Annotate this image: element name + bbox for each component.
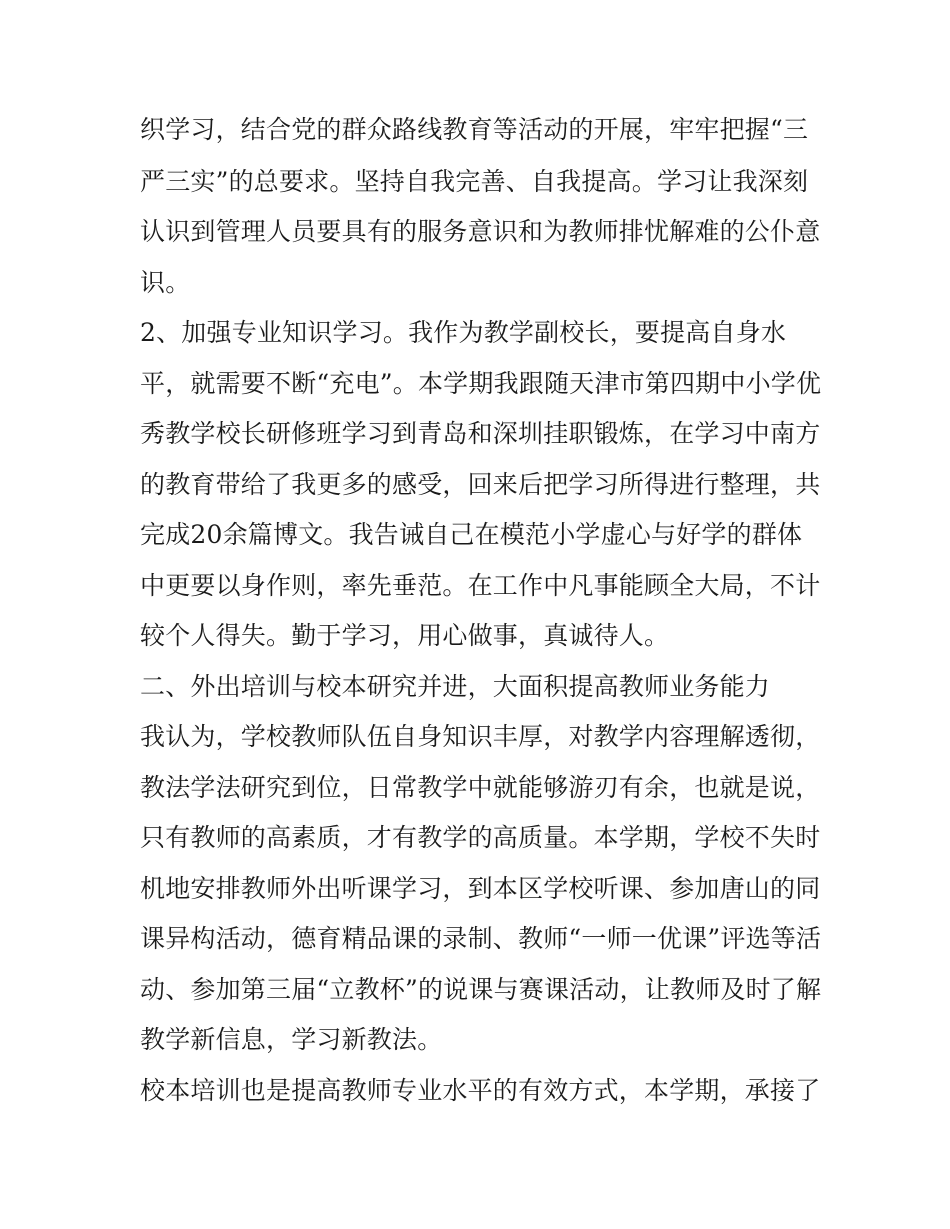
text-line-13: 我认为，学校教师队伍自身知识丰厚，对教学内容理解透彻， — [140, 722, 821, 751]
text-line-1: 织学习，结合党的群众路线教育等活动的开展，牢牢把握“三 — [140, 115, 809, 144]
text-line-16: 机地安排教师外出听课学习，到本区学校听课、参加唐山的同 — [140, 874, 821, 903]
text-line-19: 教学新信息，学习新教法。 — [140, 1025, 443, 1054]
text-line-18: 动、参加第三届“立教杯”的说课与赛课活动，让教师及时了解 — [140, 975, 822, 1004]
text-line-6: 平，就需要不断“充电”。本学期我跟随天津市第四期中小学优 — [140, 369, 822, 398]
text-line-17: 课异构活动，德育精品课的录制、教师“一师一优课”评选等活 — [140, 924, 822, 953]
text-line-14: 教法学法研究到位，日常教学中就能够游刃有余，也就是说， — [140, 773, 821, 802]
list-item-2-heading: 2、加强专业知识学习。我作为教学副校长，要提高自身水 — [140, 318, 787, 347]
text-line-20: 校本培训也是提高教师专业水平的有效方式，本学期，承接了 — [140, 1076, 821, 1105]
text-line-15: 只有教师的高素质，才有教学的高质量。本学期，学校不失时 — [140, 823, 821, 852]
text-line-11: 较个人得失。勤于学习，用心做事，真诚待人。 — [140, 621, 670, 650]
section-heading-2: 二、外出培训与校本研究并进，大面积提高教师业务能力 — [140, 672, 771, 701]
text-line-2: 严三实”的总要求。坚持自我完善、自我提高。学习让我深刻 — [140, 167, 809, 196]
text-line-10: 中更要以身作则，率先垂范。在工作中凡事能顾全大局，不计 — [140, 571, 821, 600]
text-line-9: 完成20余篇博文。我告诫自己在模范小学虚心与好学的群体 — [140, 520, 803, 549]
text-line-7: 秀教学校长研修班学习到青岛和深圳挂职锻炼，在学习中南方 — [140, 419, 821, 448]
text-line-8: 的教育带给了我更多的感受，回来后把学习所得进行整理，共 — [140, 470, 821, 499]
text-line-3: 认识到管理人员要具有的服务意识和为教师排忧解难的公仆意 — [140, 217, 821, 246]
text-line-4: 识。 — [140, 268, 191, 297]
